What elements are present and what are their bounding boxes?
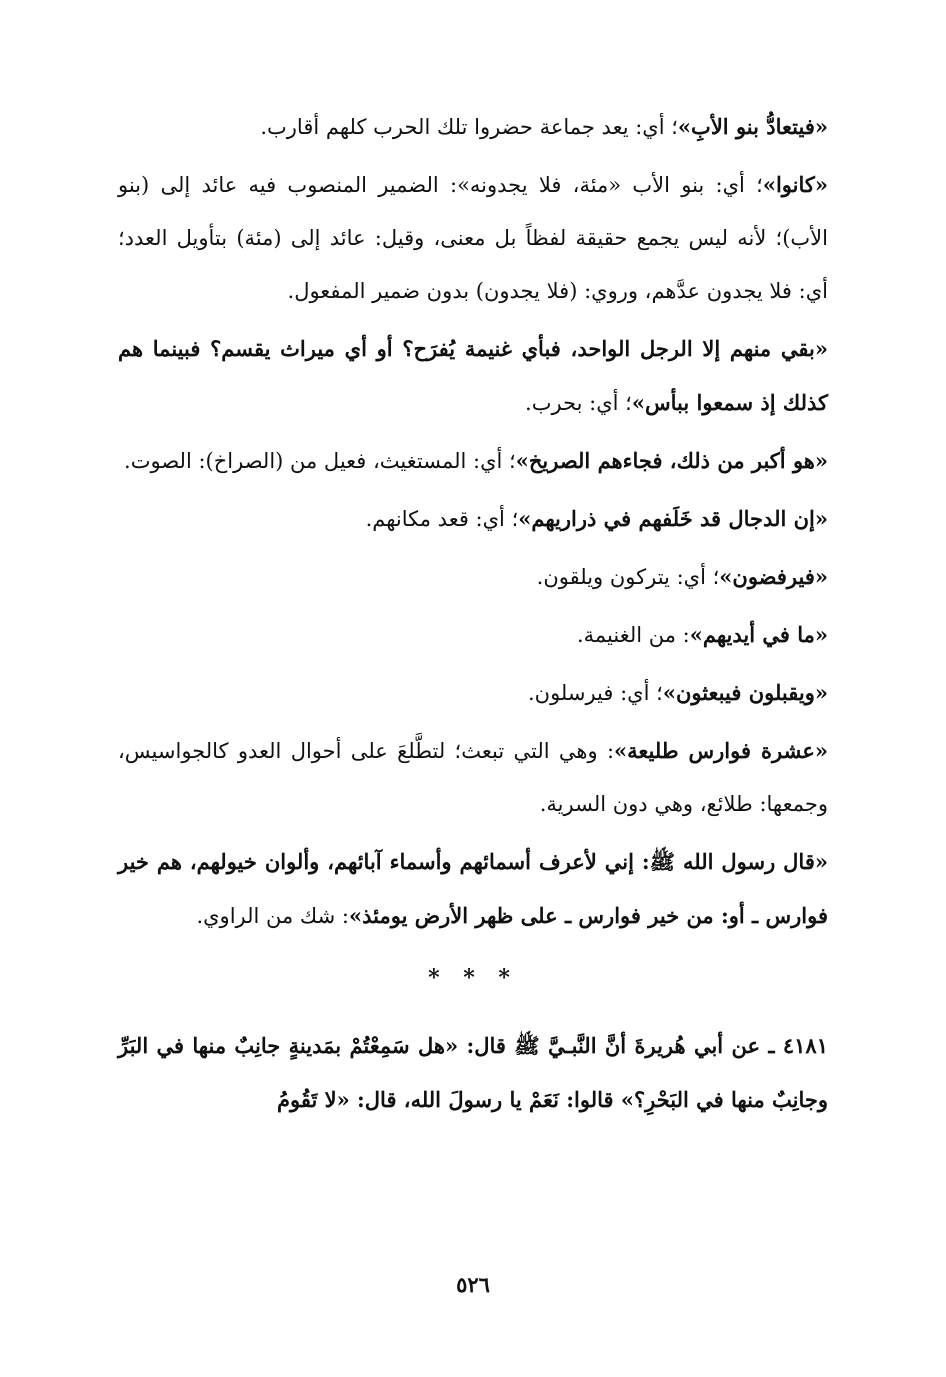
hadith-paragraph	[118, 1019, 828, 1127]
commentary-text: ؛ أي: المستغيث، فعيل من (الصراخ): الصوت.	[124, 449, 516, 473]
quoted-phrase: «ويقبلون فيبعثون»	[662, 680, 828, 705]
paragraph-5	[118, 492, 828, 546]
hadith-text: ٤١٨١ ـ عن أبي هُريرةَ أنَّ النَّبـيَّ ﷺ قال: «هل سَمِعْتُمْ بمَدينةٍ جانِبٌ منها في البَرِّ وجانِبٌ منها في البَحْرِ؟» قالوا: نَعَمْ يا رسولَ الله، قال: «لا تَقُومُ	[118, 1033, 828, 1112]
paragraph-10	[118, 835, 828, 943]
quoted-phrase: «إن الدجال قد خَلَفهم في ذراريهم»	[518, 506, 828, 531]
paragraph-3	[118, 322, 828, 430]
paragraph-2	[118, 158, 828, 318]
commentary-text: ؛ أي: فيرسلون.	[527, 681, 663, 705]
commentary-text: ؛ أي: قعد مكانهم.	[365, 507, 519, 531]
quoted-phrase: «فيرفضون»	[719, 564, 828, 589]
quoted-phrase: «كانوا»	[762, 172, 828, 197]
quoted-phrase: «فيتعادُّ بنو الأبِ»	[677, 114, 828, 139]
quoted-phrase: «بقي منهم إلا الرجل الواحد، فبأي غنيمة يُفرَح؟ أو أي ميراث يقسم؟ فبينما هم كذلك إذ سمعوا ببأس»	[118, 336, 828, 415]
page-number: ٥٢٦	[456, 1272, 490, 1297]
commentary-text: ؛ أي: يتركون ويلقون.	[536, 565, 720, 589]
commentary-text: ؛ أي: بنو الأب «مئة، فلا يجدونه»: الضمير المنصوب فيه عائد إلى (بنو الأب)؛ لأنه ليس يجمع حقيقة لفظاً بل معنى، وقيل: عائد إلى (مئة) بتأويل العدد؛ أي: فلا يجدون عدَّهم، وروي: (فلا يجدون) بدون ضمير المفعول.	[118, 173, 828, 303]
section-separator: * * *	[428, 965, 518, 991]
paragraph-6	[118, 550, 828, 604]
commentary-text: ؛ أي: بحرب.	[525, 391, 632, 415]
paragraph-1	[118, 100, 828, 154]
commentary-text: : وهي التي تبعث؛ لتطَّلعَ على أحوال العدو كالجواسيس، وجمعها: طلائع، وهي دون السرية.	[118, 739, 828, 816]
quoted-phrase: «ما في أيديهم»	[689, 622, 828, 647]
quoted-phrase: «عشرة فوارس طليعة»	[614, 738, 828, 763]
paragraph-9	[118, 724, 828, 831]
commentary-text: ؛ أي: يعد جماعة حضروا تلك الحرب كلهم أقارب.	[260, 115, 678, 139]
quoted-phrase: «هو أكبر من ذلك، فجاءهم الصريخ»	[515, 448, 828, 473]
quoted-phrase: «قال رسول الله ﷺ: إني لأعرف أسمائهم وأسماء آبائهم، وألوان خيولهم، هم خير فوارس ـ أو: من خير فوارس ـ على ظهر الأرض يومئذ»	[118, 849, 828, 928]
commentary-text: : شك من الراوي.	[196, 904, 349, 928]
paragraph-4	[118, 434, 828, 488]
paragraph-8	[118, 666, 828, 720]
paragraph-7	[118, 608, 828, 662]
commentary-text: : من الغنيمة.	[576, 623, 690, 647]
